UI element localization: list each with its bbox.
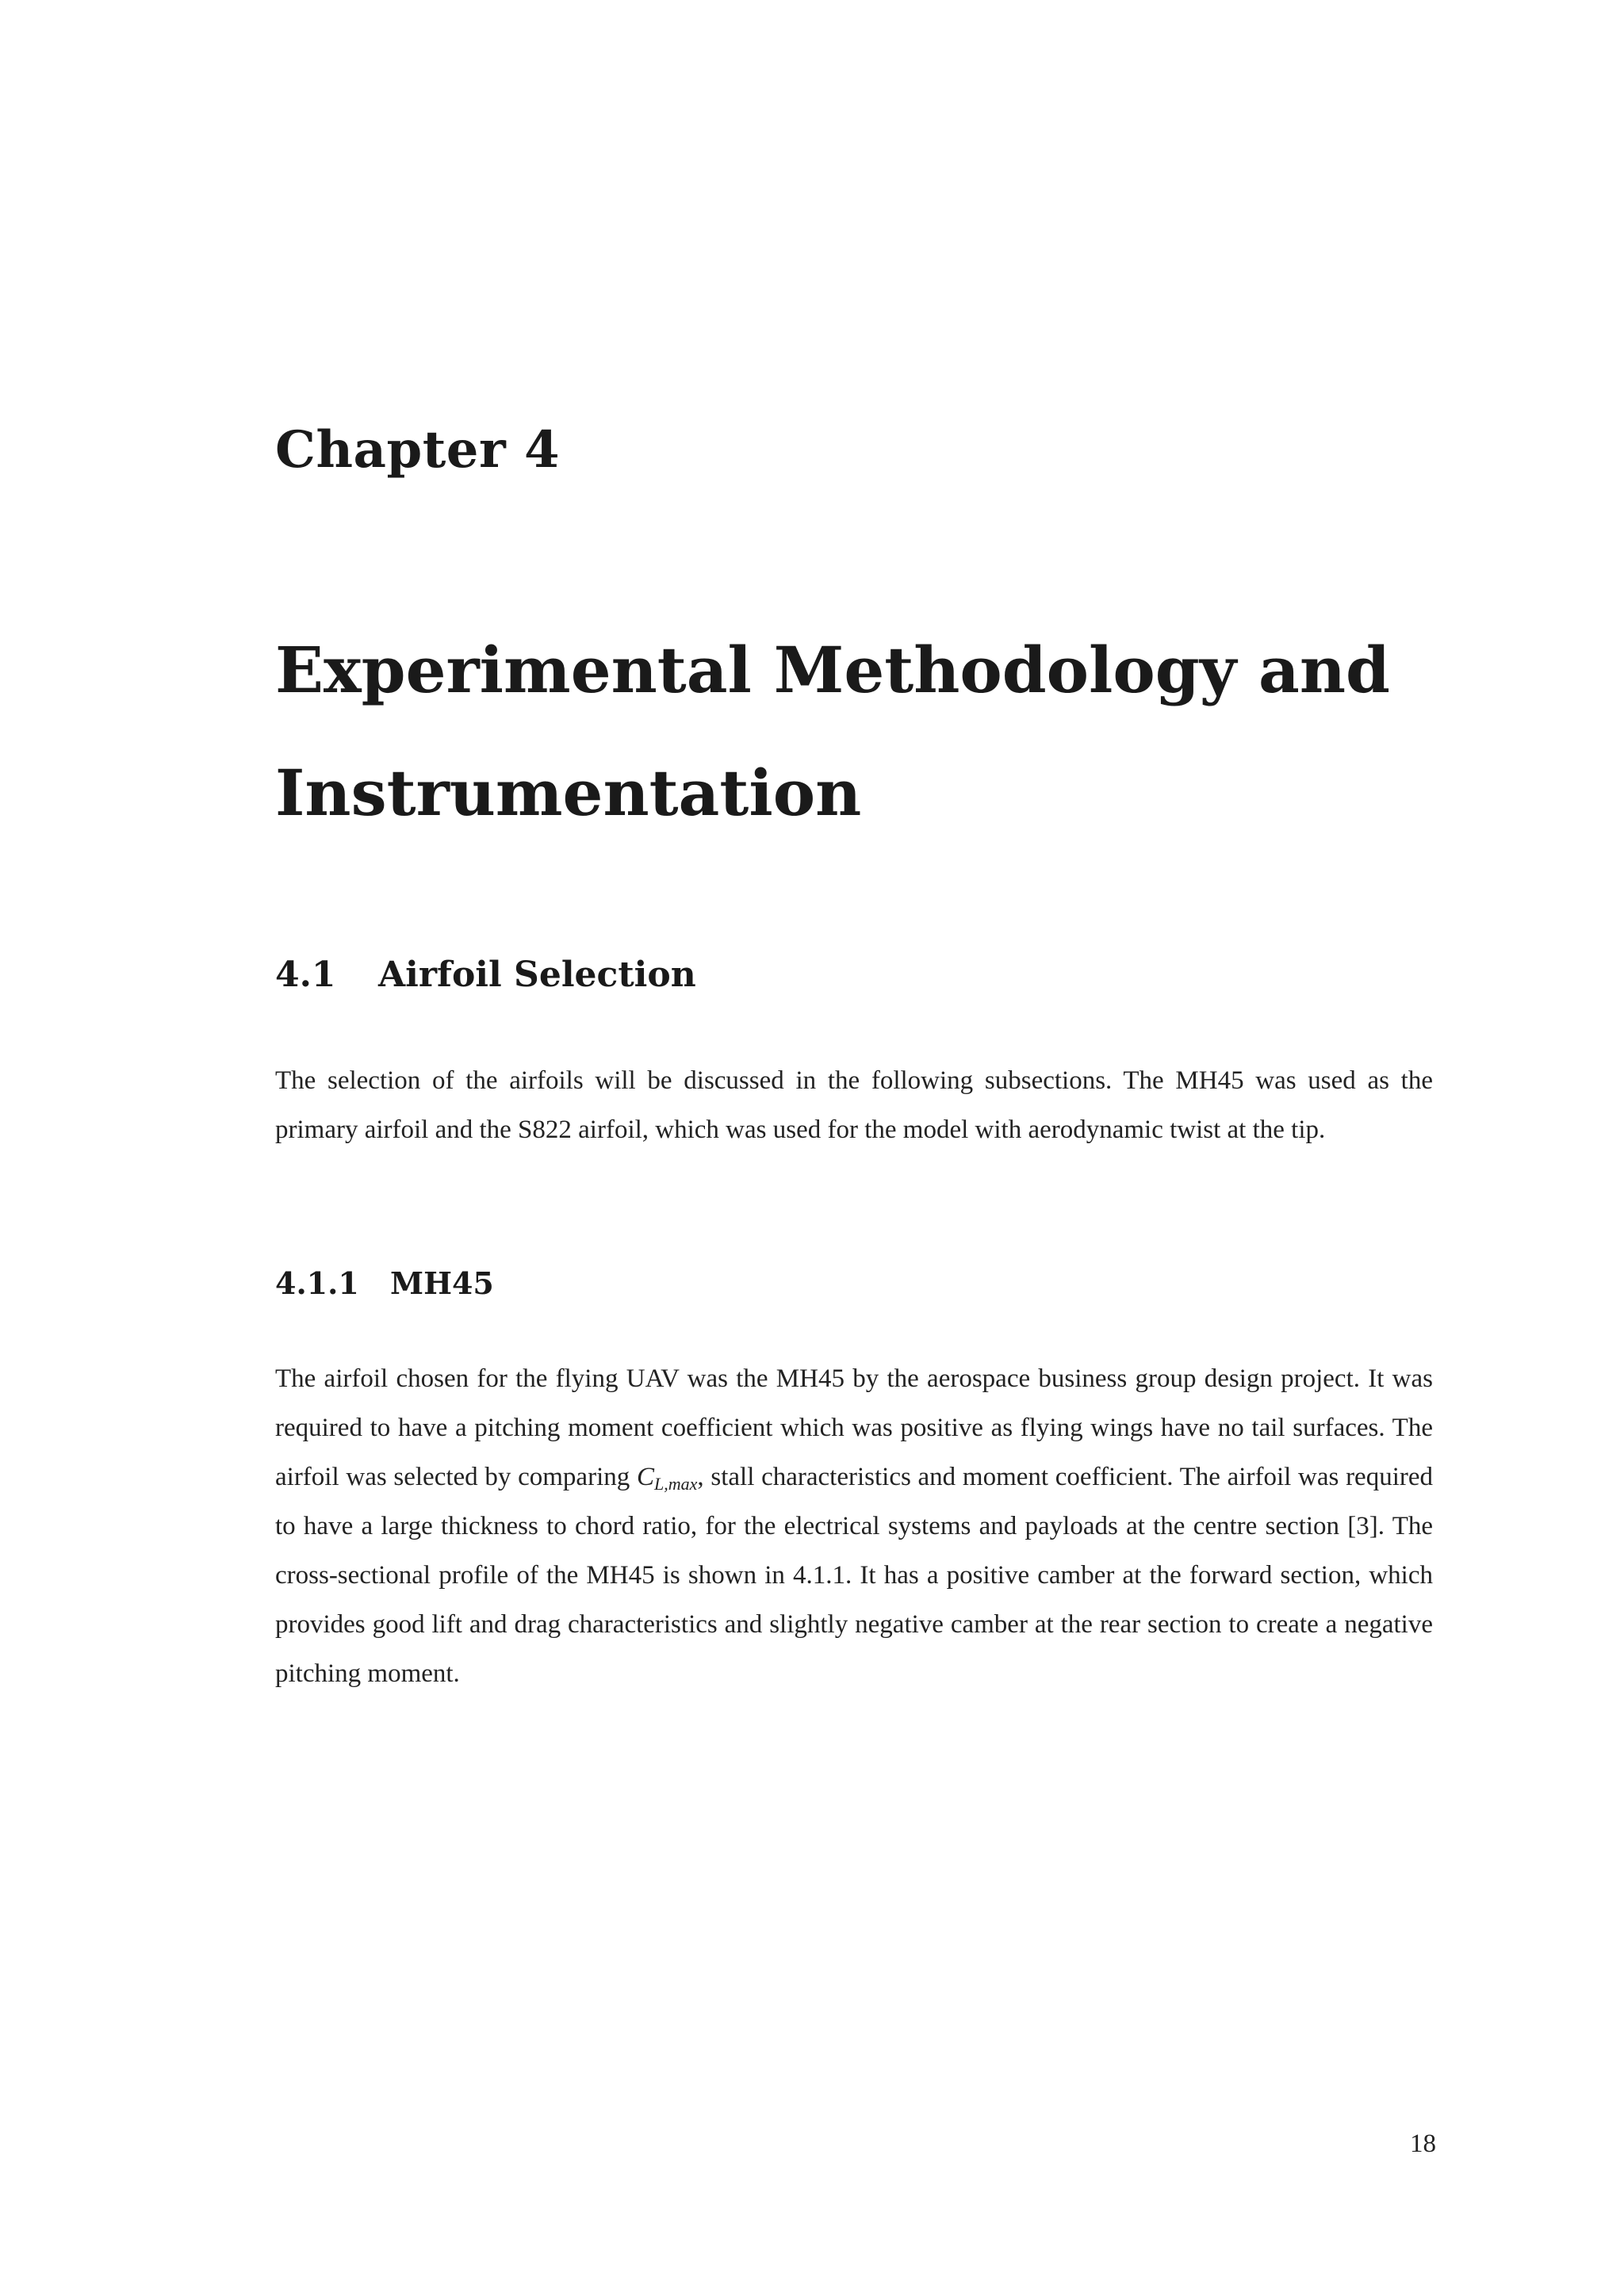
math-subscript: L,max bbox=[654, 1474, 698, 1494]
chapter-title bbox=[275, 609, 1433, 855]
paragraph-text-before-math: The airfoil chosen for the flying UAV was the MH45 by the aerospace business group design project. It was required to have a pitching moment coefficient which was positive as flying wings have no tail surfaces. The airfoil was selected by comparing bbox=[275, 1364, 1433, 1491]
page-number: 18 bbox=[1410, 2130, 1436, 2158]
math-coefficient bbox=[636, 1463, 698, 1494]
section-heading bbox=[275, 955, 696, 995]
section-paragraph: The selection of the airfoils will be discussed in the following subsections. The MH45 was used as the primary airfoil and the S822 airfoil, which was used for the model with aerodynamic twist at the tip. bbox=[275, 1066, 1433, 1144]
chapter-title-line-2: Instrumentation bbox=[275, 756, 862, 830]
subsection-heading bbox=[275, 1265, 494, 1301]
subsection-number: 4.1.1 bbox=[275, 1265, 359, 1301]
paragraph-text-after-math: , stall characteristics and moment coefficient. The airfoil was required to have a large thickness to chord ratio, for the electrical systems and payloads at the centre section [3]. The cross-sectional profile of the MH45 is shown in 4.1.1. It has a positive camber at the forward section, which provides good lift and drag characteristics and slightly negative camber at the rear section to create a negative pitching moment. bbox=[275, 1463, 1434, 1688]
section-title: Airfoil Selection bbox=[378, 955, 696, 995]
section-number: 4.1 bbox=[275, 955, 336, 995]
chapter-label: Chapter 4 bbox=[275, 420, 560, 480]
math-symbol: C bbox=[636, 1463, 654, 1491]
subsection-title: MH45 bbox=[390, 1265, 494, 1301]
chapter-title-line-1: Experimental Methodology and bbox=[275, 633, 1390, 707]
subsection-paragraph bbox=[275, 1354, 1433, 1698]
